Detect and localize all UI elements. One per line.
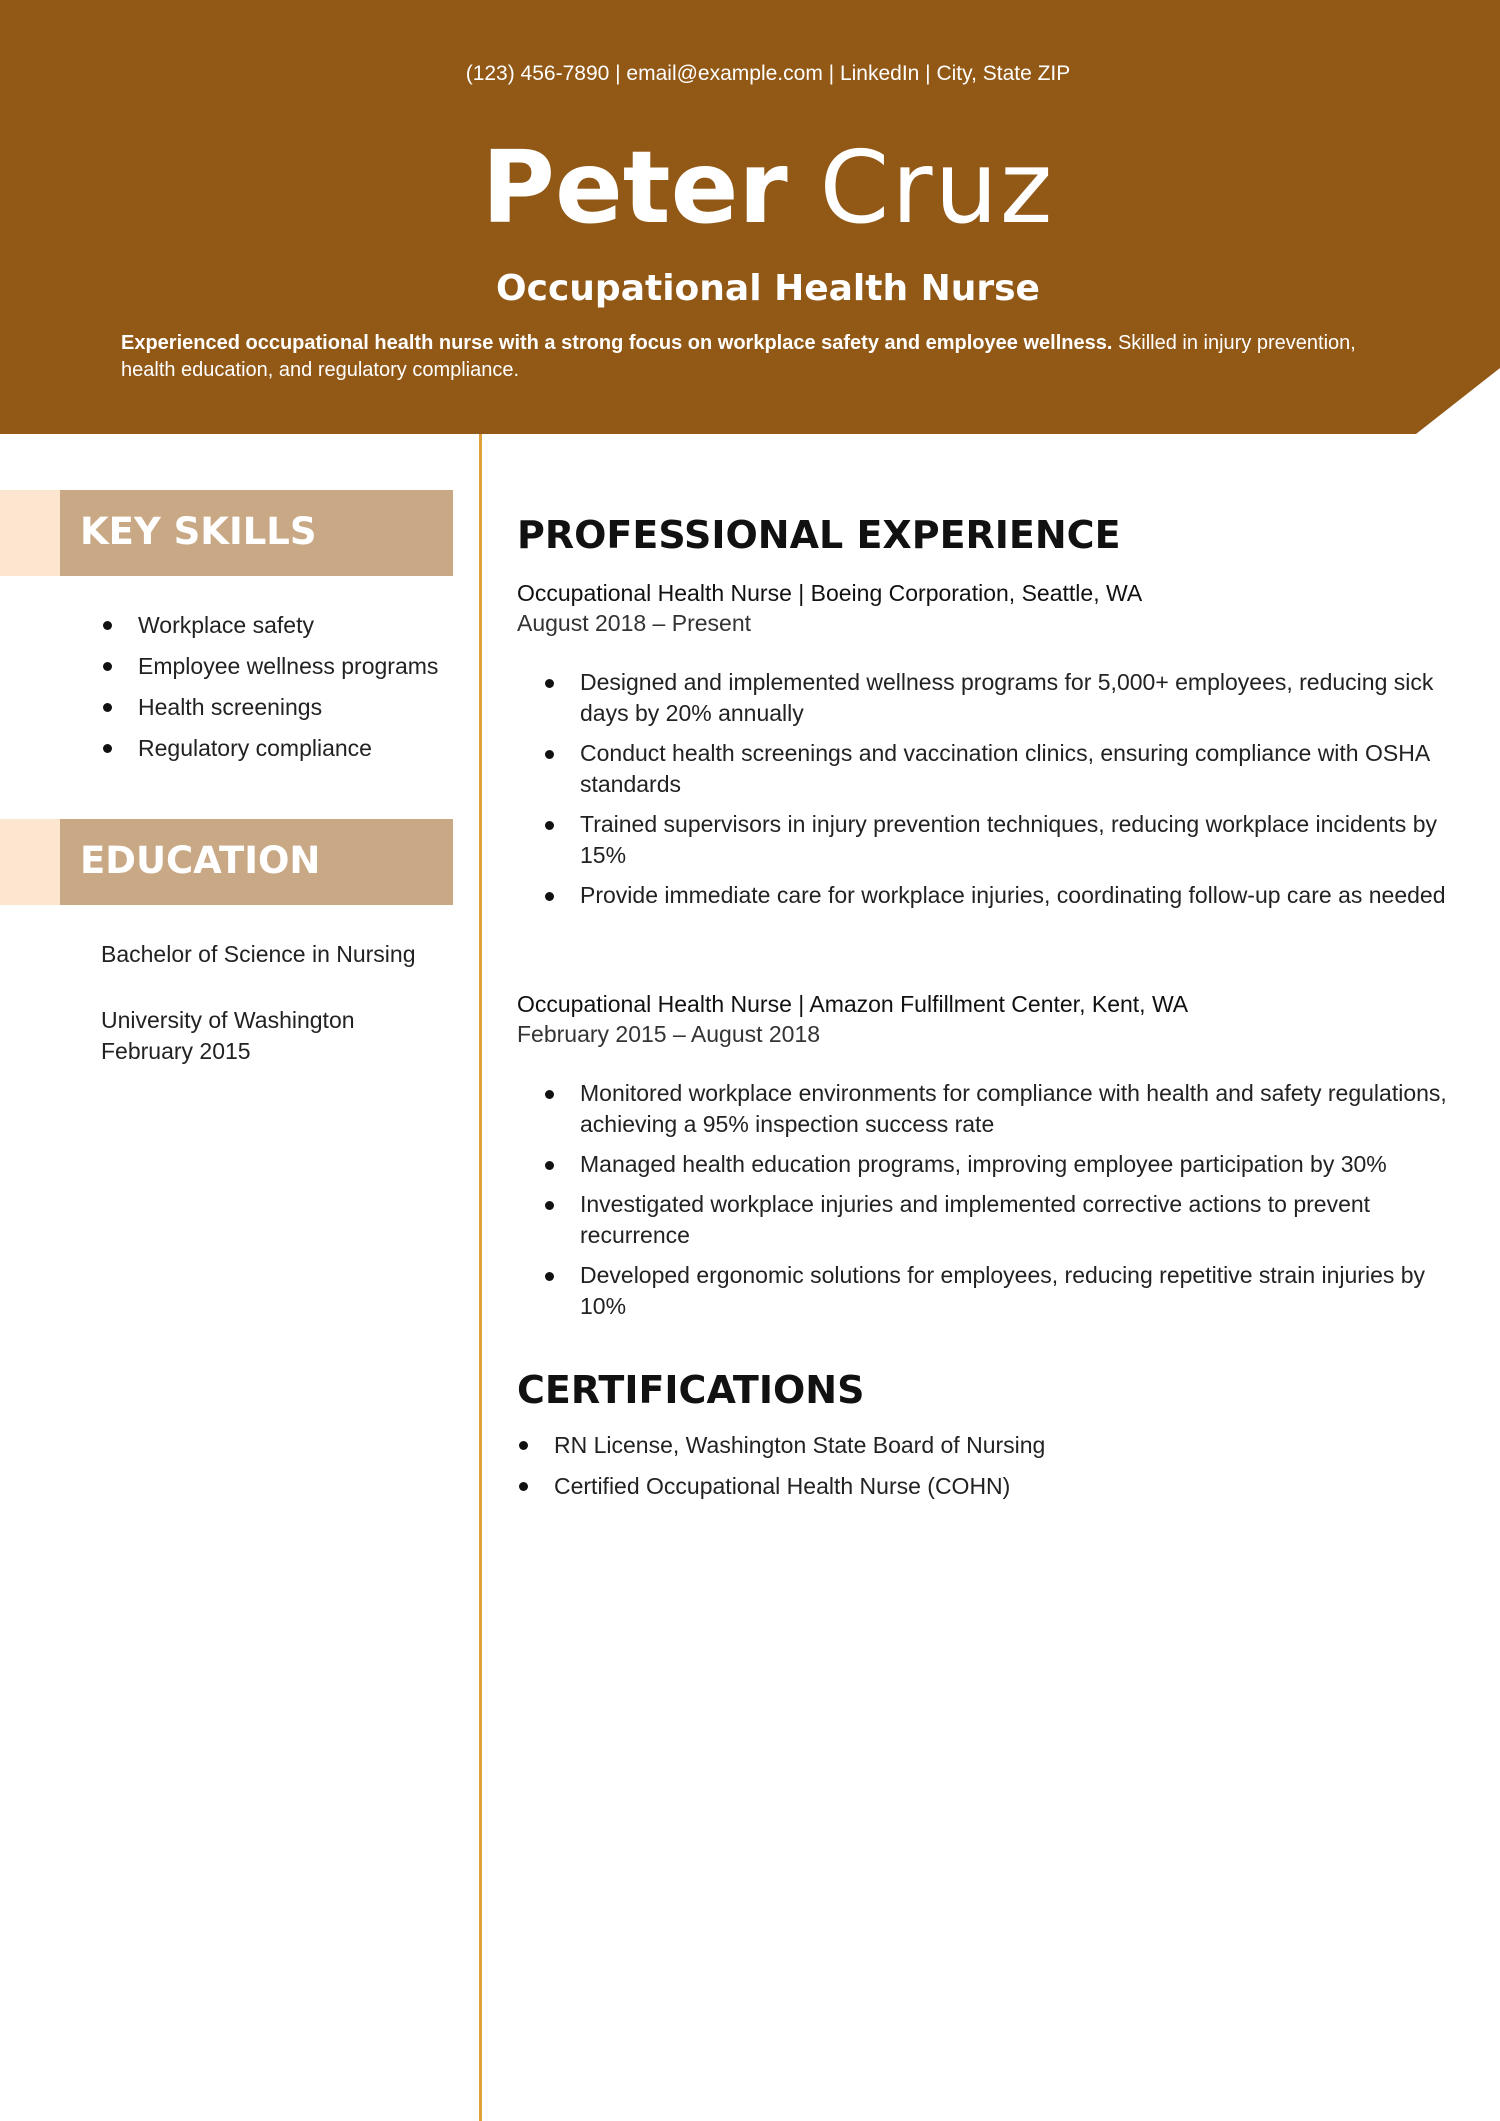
job-dates: February 2015 – August 2018 xyxy=(517,1021,821,1047)
section-accent xyxy=(0,490,60,576)
bullet-icon xyxy=(519,1441,528,1450)
bullet-icon xyxy=(519,1482,528,1491)
bullet-text: Conduct health screenings and vaccination clinics, ensuring compliance with OSHA standards xyxy=(580,740,1429,797)
bullet-text: Managed health education programs, improving employee participation by 30% xyxy=(580,1151,1387,1177)
graduation-date: February 2015 xyxy=(101,1038,251,1064)
bullet-icon xyxy=(545,750,554,759)
skills-heading: KEY SKILLS xyxy=(80,510,317,553)
bullet-text: Trained supervisors in injury prevention techniques, reducing workplace incidents by 15% xyxy=(580,811,1437,868)
list-item xyxy=(543,738,1463,800)
list-item xyxy=(543,667,1463,729)
list-item xyxy=(101,649,438,690)
job-title: Occupational Health Nurse | Boeing Corporation, Seattle, WA xyxy=(517,580,1143,606)
cert-text: RN License, Washington State Board of Nursing xyxy=(554,1432,1046,1458)
bullet-icon xyxy=(103,662,112,671)
job-title-header: Occupational Health Nurse xyxy=(496,268,1040,309)
bullet-icon xyxy=(103,744,112,753)
bullet-icon xyxy=(545,1161,554,1170)
contact-info: (123) 456-7890 | email@example.com | LinkedIn | City, State ZIP xyxy=(465,62,1071,85)
section-accent xyxy=(0,819,60,905)
list-item xyxy=(543,1149,1463,1180)
bullet-text: Monitored workplace environments for compliance with health and safety regulations, achieving a 95% inspection success rate xyxy=(580,1080,1447,1137)
bullet-icon xyxy=(545,892,554,901)
job-bullets xyxy=(543,667,1463,920)
job-bullets xyxy=(543,1078,1463,1331)
bullet-icon xyxy=(545,679,554,688)
bullet-text: Investigated workplace injuries and implemented corrective actions to prevent recurrence xyxy=(580,1191,1371,1248)
skill-text: Regulatory compliance xyxy=(138,735,372,761)
education-heading: EDUCATION xyxy=(80,839,321,882)
list-item xyxy=(543,1189,1463,1251)
last-name: Cruz xyxy=(819,129,1055,246)
bullet-text: Provide immediate care for workplace injuries, coordinating follow-up care as needed xyxy=(580,882,1446,908)
list-item xyxy=(517,1428,1417,1469)
list-item xyxy=(101,608,438,649)
column-divider xyxy=(479,434,482,2121)
summary-bold: Experienced occupational health nurse with a strong focus on workplace safety and employee wellness. xyxy=(121,332,1113,354)
bullet-icon xyxy=(103,621,112,630)
cert-text: Certified Occupational Health Nurse (COHN) xyxy=(554,1473,1011,1499)
skills-list xyxy=(101,608,438,772)
list-item xyxy=(101,690,438,731)
list-item xyxy=(517,1469,1417,1510)
bullet-icon xyxy=(545,1090,554,1099)
list-item xyxy=(543,809,1463,871)
bullet-icon xyxy=(545,821,554,830)
list-item xyxy=(543,1078,1463,1140)
bullet-icon xyxy=(103,703,112,712)
degree: Bachelor of Science in Nursing xyxy=(101,941,416,967)
list-item xyxy=(543,880,1463,911)
bullet-text: Developed ergonomic solutions for employees, reducing repetitive strain injuries by 10% xyxy=(580,1262,1426,1319)
bullet-icon xyxy=(545,1201,554,1210)
experience-heading: PROFESSIONAL EXPERIENCE xyxy=(517,513,1121,557)
bullet-icon xyxy=(545,1272,554,1281)
skill-text: Employee wellness programs xyxy=(138,653,439,679)
header-corner-cut xyxy=(1416,368,1500,434)
skill-text: Health screenings xyxy=(138,694,323,720)
school: University of Washington xyxy=(101,1007,355,1033)
first-name: Peter xyxy=(481,129,788,246)
summary-rest: Skilled in injury prevention, health education, and regulatory compliance. xyxy=(121,332,1356,381)
certifications-heading: CERTIFICATIONS xyxy=(517,1368,865,1412)
list-item xyxy=(101,731,438,772)
skills-section-header xyxy=(0,490,453,576)
job-dates: August 2018 – Present xyxy=(517,610,751,636)
skill-text: Workplace safety xyxy=(138,612,314,638)
bullet-text: Designed and implemented wellness programs for 5,000+ employees, reducing sick days by 20% annually xyxy=(580,669,1434,726)
professional-summary xyxy=(121,330,1381,384)
job-title: Occupational Health Nurse | Amazon Fulfillment Center, Kent, WA xyxy=(517,991,1189,1017)
certifications-list xyxy=(517,1428,1417,1510)
education-section-header xyxy=(0,819,453,905)
candidate-name xyxy=(0,129,1500,246)
list-item xyxy=(543,1260,1463,1322)
